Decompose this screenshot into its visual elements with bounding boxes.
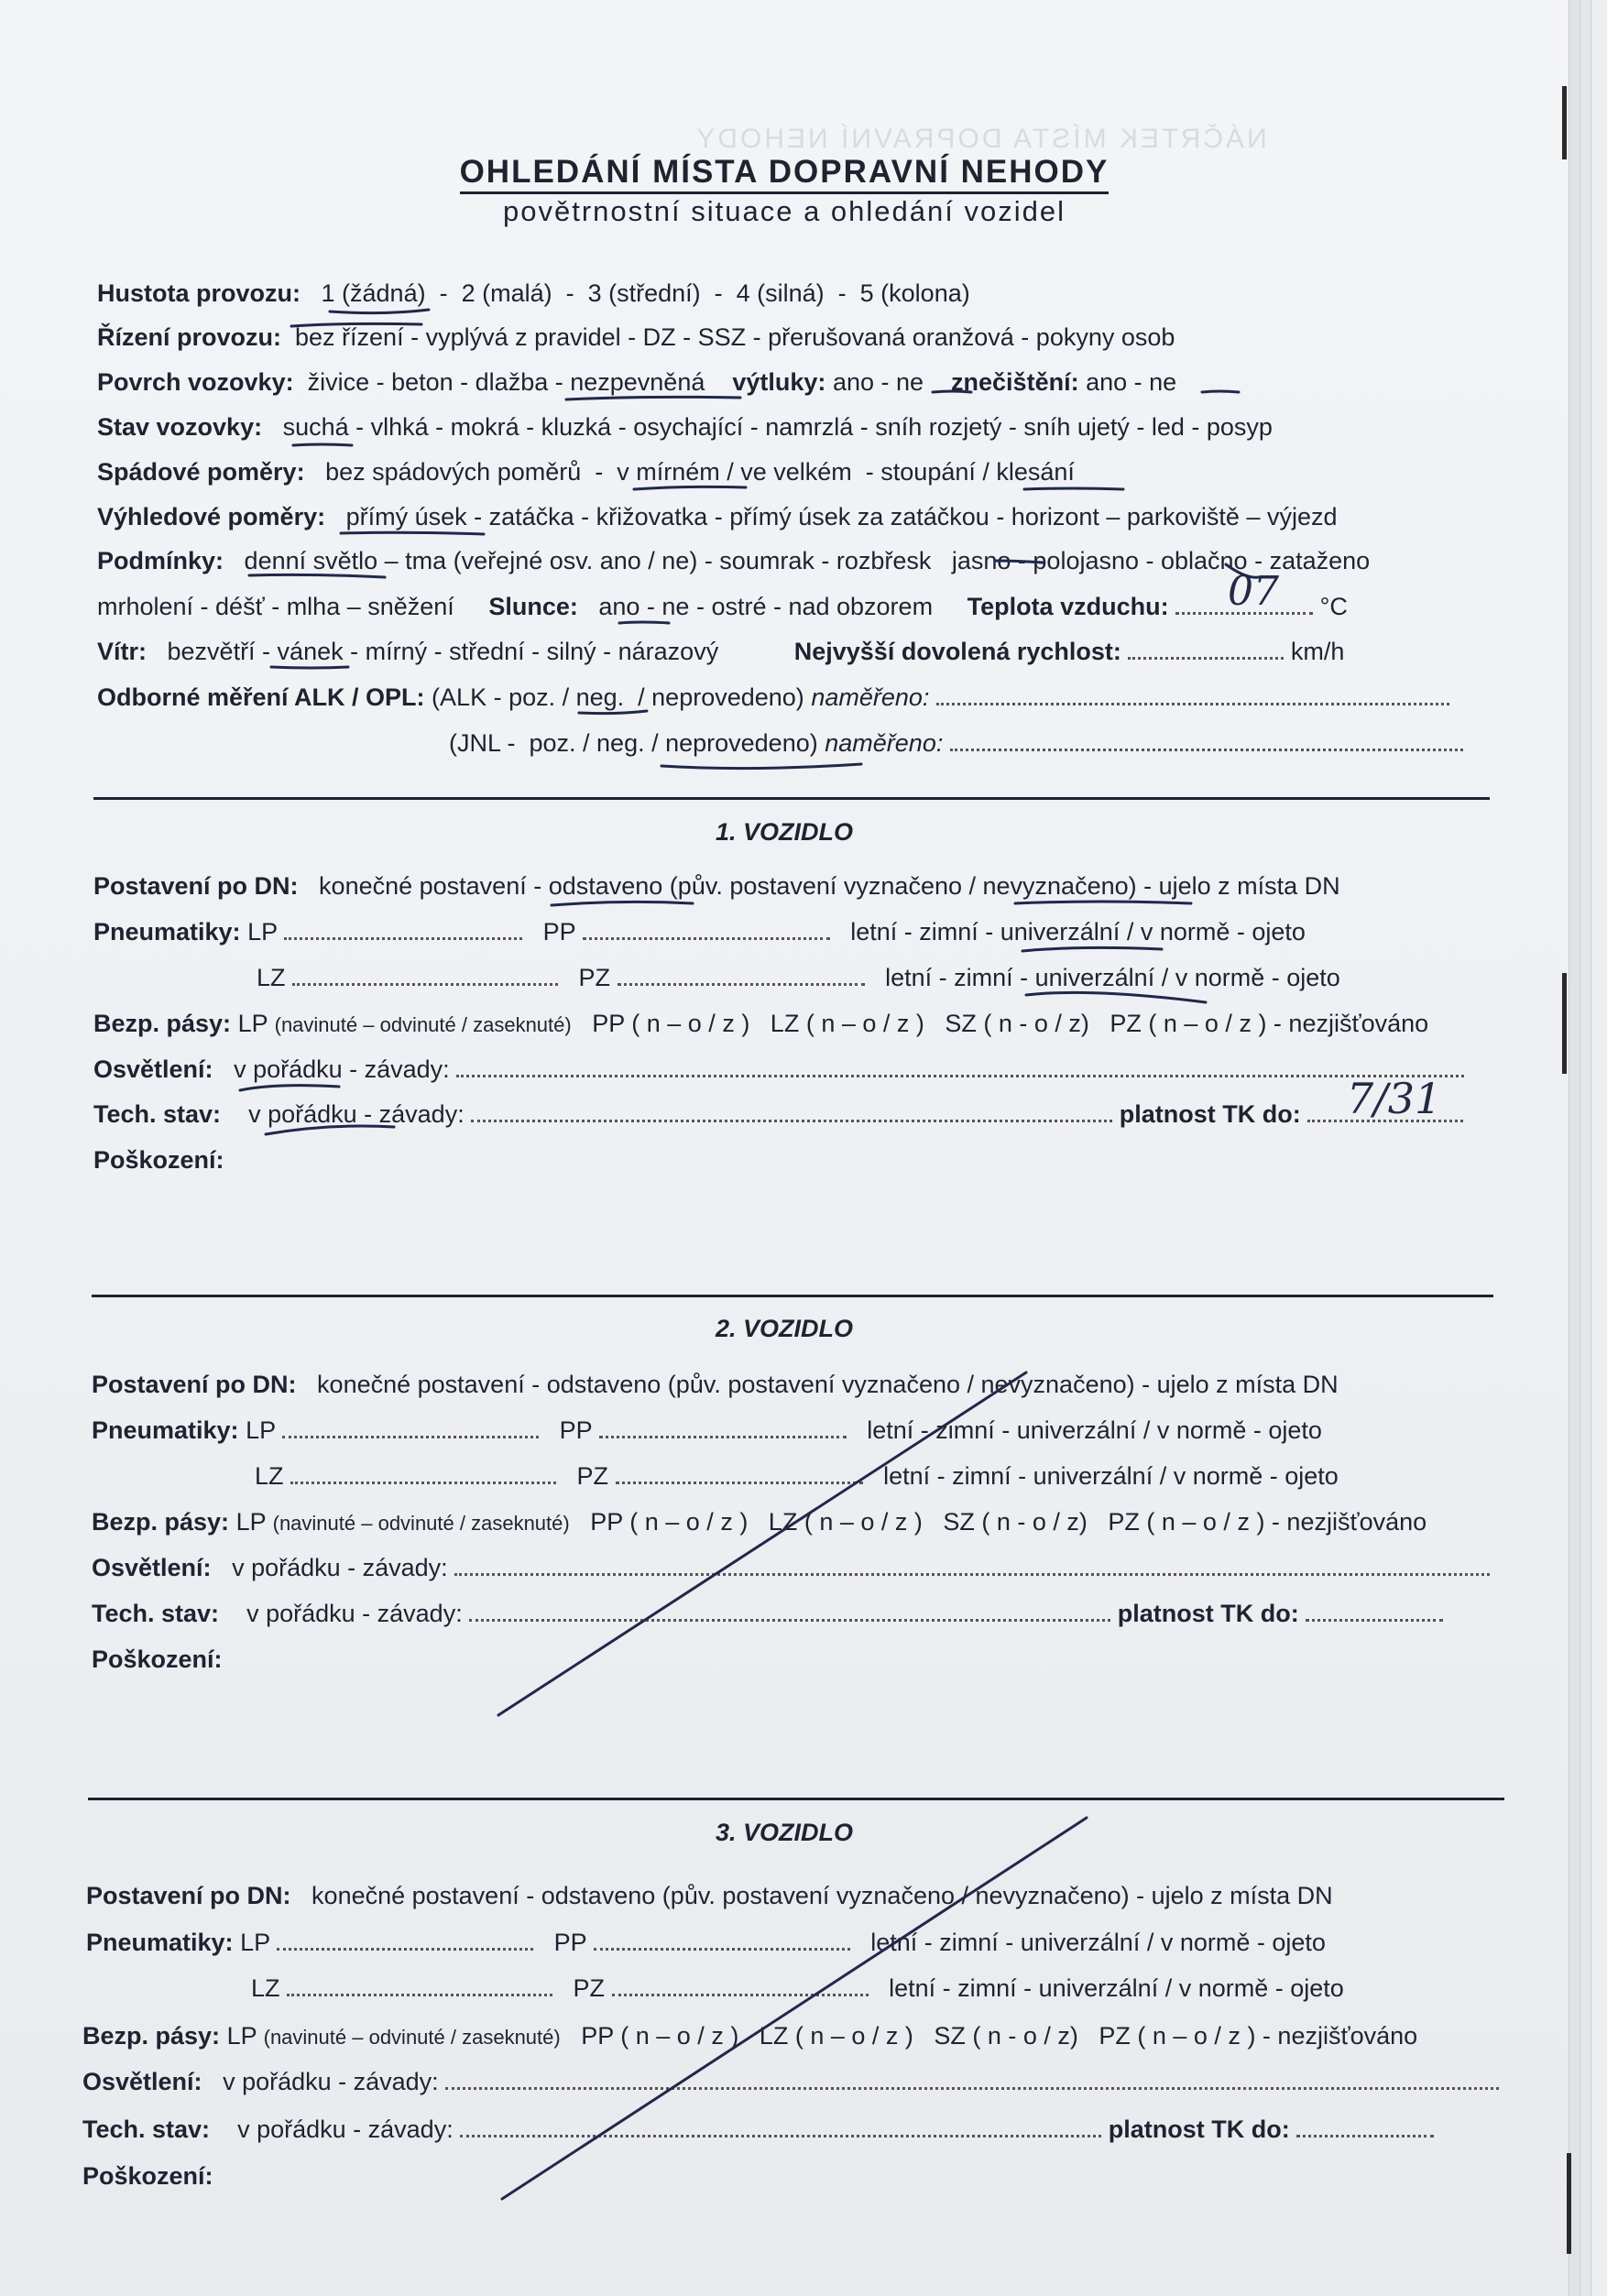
v1-pasy: Bezp. pásy: LP (navinuté – odvinuté / zaseknuté) PP ( n – o / z ) LZ ( n – o / z ) SZ ( n - o / z) PZ ( n – o / z ) - nezjišťováno xyxy=(93,1010,1429,1037)
v2-pasy: Bezp. pásy: LP (navinuté – odvinuté / zaseknuté) PP ( n – o / z ) LZ ( n – o / z ) SZ ( n - o / z) PZ ( n – o / z ) - nezjišťováno xyxy=(92,1508,1427,1536)
teplota-value: 07 xyxy=(1228,568,1279,615)
v2-tech: Tech. stav: v pořádku - závady: platnost TK do: xyxy=(92,1598,1443,1629)
v1-tk-value: 7/31 xyxy=(1347,1074,1442,1123)
row-mereni-jnl: (JNL - poz. / neg. / neprovedeno) naměřeno: xyxy=(449,727,1463,759)
v3-postaveni: Postavení po DN: konečné postavení - odstaveno (pův. postavení vyznačeno / nevyznačeno) - ujelo z místa DN xyxy=(86,1882,1333,1909)
v3-pneu-rear: LZ PZ letní - zimní - univerzální / v normě - ojeto xyxy=(251,1974,1344,2002)
section-divider xyxy=(88,1798,1504,1800)
row-rizeni: Řízení provozu: bez řízení - vyplývá z pravidel - DZ - SSZ - přerušovaná oranžová - pokyny osob xyxy=(97,323,1175,351)
vehicle-2-heading: 2. VOZIDLO xyxy=(715,1315,854,1342)
section-divider xyxy=(93,797,1490,800)
page-stack-edge xyxy=(1591,0,1607,2296)
row-podminky: Podmínky: denní světlo – tma (veřejné osv. ano / ne) - soumrak - rozbřesk jasno - polojasno - oblačno - zataženo xyxy=(97,547,1371,574)
v2-poskozeni: Poškození: xyxy=(92,1645,223,1673)
v2-pneu-rear: LZ PZ letní - zimní - univerzální / v normě - ojeto xyxy=(255,1462,1339,1490)
vehicle-1-heading: 1. VOZIDLO xyxy=(715,818,854,846)
page-title: OHLEDÁNÍ MÍSTA DOPRAVNÍ NEHODY xyxy=(0,154,1569,191)
section-divider xyxy=(92,1295,1493,1297)
v1-poskozeni: Poškození: xyxy=(93,1146,224,1174)
v1-postaveni: Postavení po DN: konečné postavení - odstaveno (pův. postavení vyznačeno / nevyznačeno) - ujelo z místa DN xyxy=(93,872,1340,900)
row-vitr: Vítr: bezvětří - vánek - mírný - střední - silný - nárazový Nejvyšší dovolená rychlost: km/h xyxy=(97,638,1345,665)
v2-pneu-front: Pneumatiky: LP PP letní - zimní - univerzální / v normě - ojeto xyxy=(92,1416,1322,1444)
v3-pasy: Bezp. pásy: LP (navinuté – odvinuté / zaseknuté) PP ( n – o / z ) LZ ( n – o / z ) SZ ( n - o / z) PZ ( n – o / z ) - nezjišťováno xyxy=(82,2022,1418,2050)
scan-edge-mark xyxy=(1567,2153,1571,2254)
row-podminky-cont: mrholení - déšť - mlha – sněžení Slunce: ano - ne - ostré - nad obzorem Teplota vzduchu: °C xyxy=(97,593,1348,620)
vehicle-3-heading: 3. VOZIDLO xyxy=(715,1819,854,1846)
bleed-through-text: NÁČRTEK MÍSTA DOPRAVNÍ NEHODY xyxy=(694,124,1267,154)
v1-pneu-front: Pneumatiky: LP PP letní - zimní - univerzální / v normě - ojeto xyxy=(93,918,1306,946)
row-stav: Stav vozovky: suchá - vlhká - mokrá - kluzká - osychající - namrzlá - sníh rozjetý - sníh ujetý - led - posyp xyxy=(97,413,1273,441)
v1-osvetleni: Osvětlení: v pořádku - závady: xyxy=(93,1054,1464,1085)
row-vyhledove: Výhledové poměry: přímý úsek - zatáčka - křižovatka - přímý úsek za zatáčkou - horizont – parkoviště – výjezd xyxy=(97,503,1338,530)
row-mereni-alk: Odborné měření ALK / OPL: (ALK - poz. / neg. / neprovedeno) naměřeno: xyxy=(97,682,1449,713)
v3-osvetleni: Osvětlení: v pořádku - závady: xyxy=(82,2066,1499,2097)
v2-postaveni: Postavení po DN: konečné postavení - odstaveno (pův. postavení vyznačeno / nevyznačeno) - ujelo z místa DN xyxy=(92,1371,1339,1398)
scan-edge-mark xyxy=(1562,86,1567,159)
row-povrch: Povrch vozovky: živice - beton - dlažba - nezpevněná výtluky: ano - ne znečištění: ano - ne xyxy=(97,368,1177,396)
page-subtitle: povětrnostní situace a ohledání vozidel xyxy=(503,195,1066,227)
scan-edge-mark xyxy=(1562,973,1567,1074)
v3-poskozeni: Poškození: xyxy=(82,2162,213,2190)
row-hustota: Hustota provozu: 1 (žádná) - 2 (malá) - 3 (střední) - 4 (silná) - 5 (kolona) xyxy=(97,279,970,307)
v2-osvetleni: Osvětlení: v pořádku - závady: xyxy=(92,1552,1490,1583)
v1-tech: Tech. stav: v pořádku - závady: platnost TK do: xyxy=(93,1099,1463,1130)
v3-pneu-front: Pneumatiky: LP PP letní - zimní - univerzální / v normě - ojeto xyxy=(86,1929,1326,1956)
v1-pneu-rear: LZ PZ letní - zimní - univerzální / v normě - ojeto xyxy=(257,964,1340,991)
row-spadove: Spádové poměry: bez spádových poměrů - v mírném / ve velkém - stoupání / klesání xyxy=(97,458,1075,486)
v3-tech: Tech. stav: v pořádku - závady: platnost TK do: xyxy=(82,2114,1434,2145)
